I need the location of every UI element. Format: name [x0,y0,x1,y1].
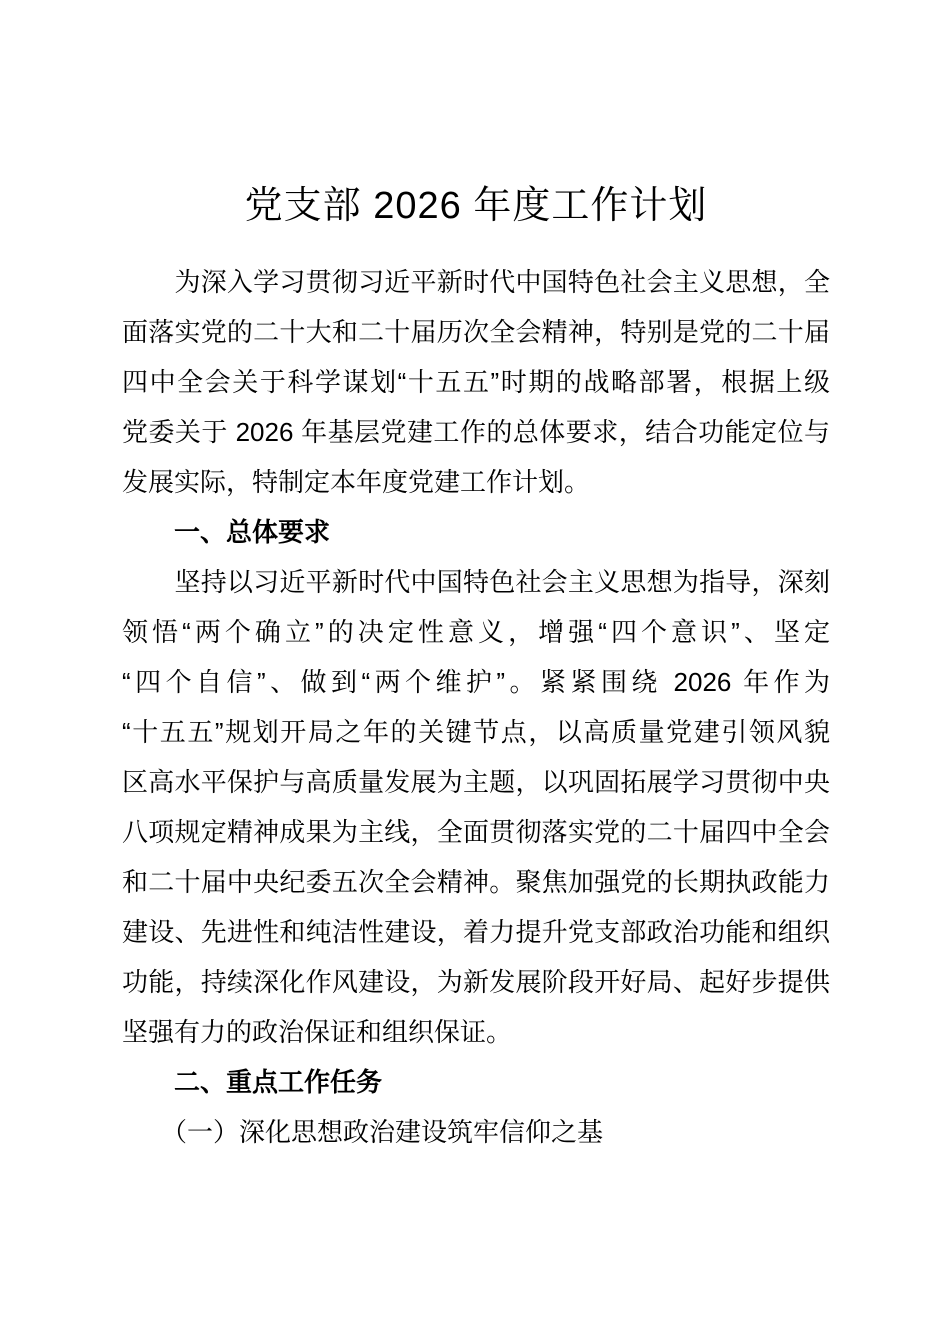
document-body [122,257,830,1157]
paragraph-2-line-9: 功能，持续深化作风建设，为新发展阶段开好局、起好步提供 [122,967,830,997]
paragraph-2-line-8: 建设、先进性和纯洁性建设，着力提升党支部政治功能和组织 [122,917,830,947]
paragraph-1-line-3: 四中全会关于科学谋划“十五五”时期的战略部署，根据上级 [122,367,830,397]
section-heading-2: 二、重点工作任务 [122,1067,383,1097]
paragraph-2-line-2: 领悟“两个确立”的决定性意义，增强“四个意识”、坚定 [122,617,830,647]
paragraph-1-line-1: 为深入学习贯彻习近平新时代中国特色社会主义思想，全 [122,267,830,297]
paragraph-1-line-4: 党委关于 2026 年基层党建工作的总体要求，结合功能定位与 [122,417,830,447]
paragraph-2-line-4: “十五五”规划开局之年的关键节点，以高质量党建引领风貌 [122,717,830,747]
paragraph-2-line-1: 坚持以习近平新时代中国特色社会主义思想为指导，深刻 [122,567,830,597]
paragraph-2-line-10: 坚强有力的政治保证和组织保证。 [122,1017,513,1047]
paragraph-2-line-3: “四个自信”、做到“两个维护”。紧紧围绕 2026 年作为 [122,667,830,697]
sub-heading-2-1: （一）深化思想政治建设筑牢信仰之基 [122,1117,604,1147]
paragraph-1-line-5: 发展实际，特制定本年度党建工作计划。 [122,467,591,497]
paragraph-2-line-7: 和二十届中央纪委五次全会精神。聚焦加强党的长期执政能力 [122,867,830,897]
paragraph-2-line-5: 区高水平保护与高质量发展为主题，以巩固拓展学习贯彻中央 [122,767,830,797]
document-title: 党支部 2026 年度工作计划 [244,185,708,227]
paragraph-1-line-2: 面落实党的二十大和二十届历次全会精神，特别是党的二十届 [122,317,830,347]
section-heading-1: 一、总体要求 [122,517,331,547]
paragraph-2-line-6: 八项规定精神成果为主线，全面贯彻落实党的二十届四中全会 [122,817,830,847]
document-content [122,181,830,1157]
